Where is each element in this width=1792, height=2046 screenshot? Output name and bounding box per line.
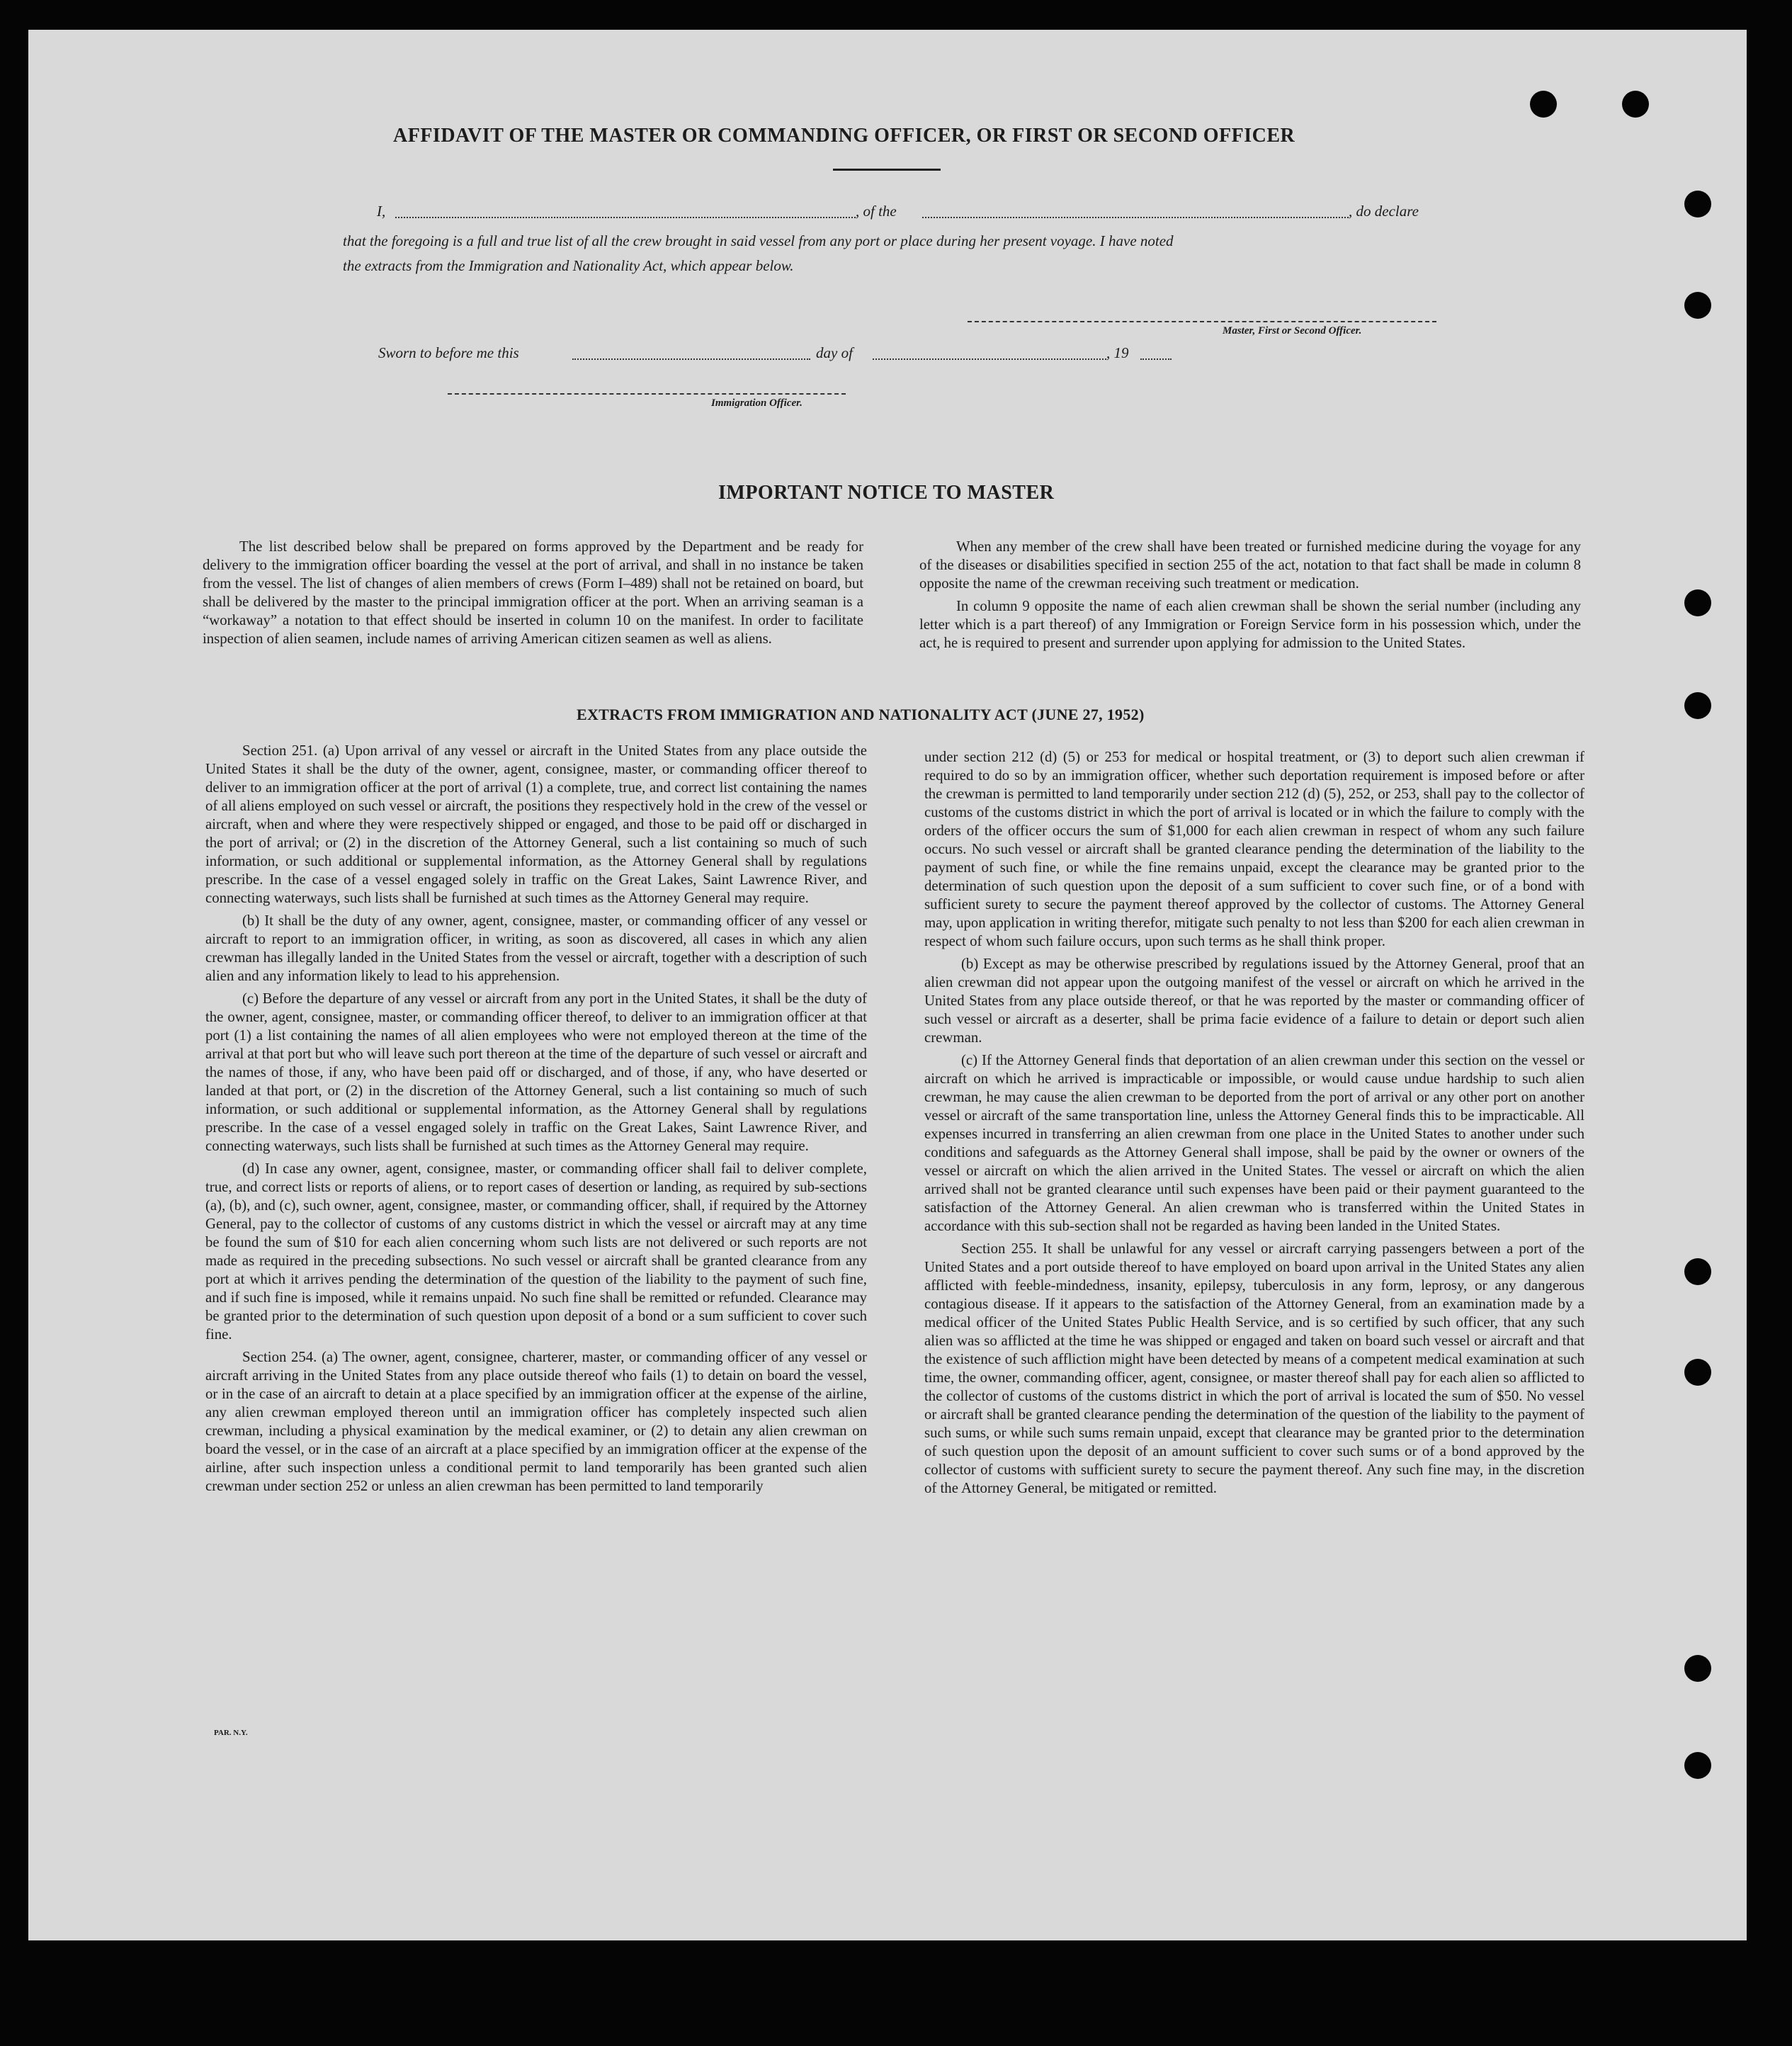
title-divider	[833, 169, 941, 171]
extracts-left-column	[205, 742, 867, 1500]
punch-hole-top-left	[1530, 91, 1557, 118]
section-paragraph: (d) In case any owner, agent, consignee, master, or commanding officer shall fail to deliver complete, true, and correct lists or reports of aliens, or to report cases of desertion or landing, as required by sub-sections (a), (b), and (c), such owner, agent, consignee, master, or commanding officer, shall, if required by the Attorney General, pay to the collector of customs of any customs district in which the vessel or aircraft may at any time be found the sum of $10 for each alien concerning whom such lists are not delivered or such reports are not made as required in the preceding subsections. No such vessel or aircraft shall be granted clearance from any port at which it arrives pending the determination of the question of the liability to the payment of such fine, and if such fine is imposed, while it remains unpaid. No such fine shall be remitted or refunded. Clearance may be granted prior to the determination of such question upon deposit of a bond or a sum sufficient to cover such fine.	[205, 1160, 867, 1343]
section-paragraph: (c) If the Attorney General finds that deportation of an alien crewman under this section on the vessel or aircraft on which he arrived is impracticable or impossible, or would cause undue hardship to such alien crewman, he may cause the alien crewman to be deported from the port of arrival or any other port on another vessel or aircraft of the same transportation line, unless the Attorney General finds this to be impracticable. All expenses incurred in transferring an alien crewman from one place in the United States to another under such conditions and safeguards as the Attorney General shall impose, shall be paid by the owner or owners of the vessel or aircraft on which the alien arrived in the United States. The vessel or aircraft on which the alien arrived shall not be granted clearance until such expenses have been paid or their payment guaranteed to the satisfaction of the Attorney General. An alien crewman who is transferred within the United States in accordance with this sub-section shall not be regarded as having been landed in the United States.	[924, 1052, 1584, 1234]
notice-left-column	[203, 538, 863, 652]
sworn-year-field[interactable]	[1140, 358, 1172, 360]
section-paragraph: Section 251. (a) Upon arrival of any vessel or aircraft in the United States from any place outside the United States it shall be the duty of the owner, agent, consignee, master, or commanding officer thereof to deliver to an immigration officer at the port of arrival (1) a complete, true, and correct list containing the names of all aliens employed on such vessel or aircraft, the positions they respectively hold in the crew of the vessel or aircraft, when and where they were respectively shipped or engaged, and those to be paid off or discharged in the port of arrival; or (2) in the discretion of the Attorney General, such a list containing so much of such information, or such additional or supplemental information, as the Attorney General shall by regulations prescribe. In the case of a vessel engaged solely in traffic on the Great Lakes, Saint Lawrence River, and connecting waterways, such lists shall be furnished at such times as the Attorney General may require.	[205, 742, 867, 906]
day-of-label: day of	[816, 344, 853, 361]
master-signature-line[interactable]	[968, 321, 1436, 322]
printer-mark: PAR. N.Y.	[214, 1729, 248, 1737]
affiant-name-field[interactable]	[395, 217, 856, 218]
punch-hole	[1684, 1258, 1711, 1285]
punch-hole	[1684, 1752, 1711, 1779]
notice-paragraph: When any member of the crew shall have been treated or furnished medicine during the voyage for any of the diseases or disabilities specified in section 255 of the act, notation to that fact shall be made in column 8 opposite the name of the crewman receiving such treatment or medication.	[919, 538, 1581, 592]
punch-hole	[1684, 1655, 1711, 1682]
punch-hole	[1684, 589, 1711, 616]
immigration-officer-signature-line[interactable]	[448, 393, 846, 395]
vessel-field[interactable]	[922, 217, 1349, 218]
do-declare-label: , do declare	[1349, 203, 1419, 220]
extracts-right-column	[924, 748, 1584, 1502]
section-paragraph: (b) Except as may be otherwise prescribed by regulations issued by the Attorney General, proof that an alien crewman did not appear upon the outgoing manifest of the vessel or aircraft on which he arrived in the United States from any place outside thereof, or that he was reported by the master or commanding officer of such vessel or aircraft as a deserter, shall be prima facie evidence of a failure to detain or deport such alien crewman.	[924, 956, 1584, 1046]
year-label: , 19	[1106, 344, 1129, 361]
punch-hole	[1684, 692, 1711, 719]
sworn-day-field[interactable]	[572, 358, 810, 360]
sworn-label: Sworn to before me this	[378, 344, 519, 361]
punch-hole	[1684, 292, 1711, 319]
affidavit-title: AFFIDAVIT OF THE MASTER OR COMMANDING OFFICER, OR FIRST OR SECOND OFFICER	[393, 125, 1295, 147]
punch-hole	[1684, 1359, 1711, 1386]
punch-hole	[1684, 191, 1711, 217]
sworn-month-field[interactable]	[873, 358, 1106, 360]
of-the-label: , of the	[856, 203, 897, 220]
section-paragraph: (c) Before the departure of any vessel or aircraft from any port in the United States, it shall be the duty of the owner, agent, consignee, master, or commanding officer thereof, to deliver to an immigration officer at that port (1) a list containing the names of all alien employees who were not employed thereon at the time of the arrival at that port but who will leave such port thereon at the time of the departure of such vessel or aircraft and the names of those, if any, who have been paid off or discharged, and of those, if any, who have deserted or landed at that port, or (2) in the discretion of the Attorney General, such a list containing so much of such information, or such additional or supplemental information, as the Attorney General shall by regulations prescribe. In the case of a vessel engaged solely in traffic on the Great Lakes, Saint Lawrence River, and connecting waterways, such lists shall be furnished at such times as the Attorney General may require.	[205, 990, 867, 1154]
affidavit-text-line: that the foregoing is a full and true list of all the crew brought in said vessel from any port or place during her present voyage. I have noted	[343, 232, 1174, 249]
punch-hole-top-right	[1622, 91, 1649, 118]
notice-right-column	[919, 538, 1581, 657]
immigration-officer-caption: Immigration Officer.	[711, 397, 803, 409]
master-signature-caption: Master, First or Second Officer.	[1223, 325, 1362, 337]
affidavit-text-line: the extracts from the Immigration and Nationality Act, which appear below.	[343, 257, 794, 274]
section-paragraph: Section 255. It shall be unlawful for any vessel or aircraft carrying passengers between a port of the United States and a port outside thereof to have employed on board upon arrival in the United States any alien afflicted with feeble-mindedness, insanity, epilepsy, tuberculosis in any form, leprosy, or any dangerous contagious disease. If it appears to the satisfaction of the Attorney General, from an examination made by a medical officer of the United States Public Health Service, and is so certified by such officer, that any such alien was so afflicted at the time he was shipped or engaged and taken on board such vessel or aircraft and that the existence of such affliction might have been detected by means of a competent medical examination at such time, the owner, commanding officer, agent, consignee, or master thereof shall pay for each alien so afflicted to the collector of customs of the customs district in which the port of arrival is located the sum of $50. No vessel or aircraft shall be granted clearance pending the determination of the question of the liability to the payment of such sums, or while such sums remain unpaid, except that clearance may be granted prior to the determination of such question upon the deposit of an amount sufficient to cover such sums or of a bond approved by the collector of customs with sufficient surety to secure the payment thereof. Any such fine may, in the discretion of the Attorney General, be mitigated or remitted.	[924, 1240, 1584, 1496]
notice-paragraph: The list described below shall be prepared on forms approved by the Department and be ready for delivery to the immigration officer boarding the vessel at the port of arrival, and shall in no instance be taken from the vessel. The list of changes of alien members of crews (Form I–489) shall not be retained on board, but shall be delivered by the master to the principal immigration officer at the port. When an arriving seaman is a “workaway” a notation to that effect should be inserted in column 10 on the manifest. In order to facilitate inspection of alien seamen, include names of arriving American citizen seamen as well as aliens.	[203, 538, 863, 647]
section-paragraph: under section 212 (d) (5) or 253 for medical or hospital treatment, or (3) to deport such alien crewman if required to do so by an immigration officer, whether such deportation requirement is imposed before or after the crewman is permitted to land temporarily under section 212 (d) (5), 252, or 253, shall pay to the collector of customs of the customs district in which the port of arrival is located or in which the failure to comply with the orders of the officer occurs the sum of $1,000 for each alien crewman in respect of whom any such failure occurs. No such vessel or aircraft shall be granted clearance pending the determination of the liability to the payment of such fine, or while the fine remains unpaid, except the clearance may be granted prior to the determination of such question upon the deposit of a sum sufficient to cover such fine, or of a bond with sufficient surety to secure the payment thereof approved by the collector of customs. The Attorney General may, upon application in writing therefor, mitigate such penalty to not less than $200 for each alien crewman in respect of whom such failure occurs, upon such terms as he shall think proper.	[924, 749, 1584, 949]
section-paragraph: (b) It shall be the duty of any owner, agent, consignee, master, or commanding officer of any vessel or aircraft to report to an immigration officer, in writing, as soon as discovered, all cases in which any alien crewman has illegally landed in the United States from the vessel or aircraft, together with a description of such alien and any information likely to lead to his apprehension.	[205, 912, 867, 984]
affiant-label: I,	[377, 203, 386, 220]
notice-title: IMPORTANT NOTICE TO MASTER	[718, 482, 1055, 504]
section-paragraph: Section 254. (a) The owner, agent, consignee, charterer, master, or commanding officer of any vessel or aircraft arriving in the United States from any place outside thereof who fails (1) to detain on board the vessel, or in the case of an aircraft to detain at a place specified by an immigration officer at the expense of the airline, any alien crewman employed thereon until an immigration officer has completely inspected such alien crewman, including a physical examination by the medical examiner, or (2) to detain any alien crewman on board the vessel, or in the case of an aircraft at a place specified by an immigration officer at the expense of the airline, after such inspection unless a conditional permit to land temporarily has been granted such alien crewman under section 252 or unless an alien crewman has been permitted to land temporarily	[205, 1349, 867, 1494]
extracts-title: EXTRACTS FROM IMMIGRATION AND NATIONALITY ACT (JUNE 27, 1952)	[577, 706, 1145, 723]
notice-paragraph: In column 9 opposite the name of each alien crewman shall be shown the serial number (including any letter which is a part thereof) of any Immigration or Foreign Service form in his possession which, under the act, he is required to present and surrender upon applying for admission to the United States.	[919, 598, 1581, 651]
